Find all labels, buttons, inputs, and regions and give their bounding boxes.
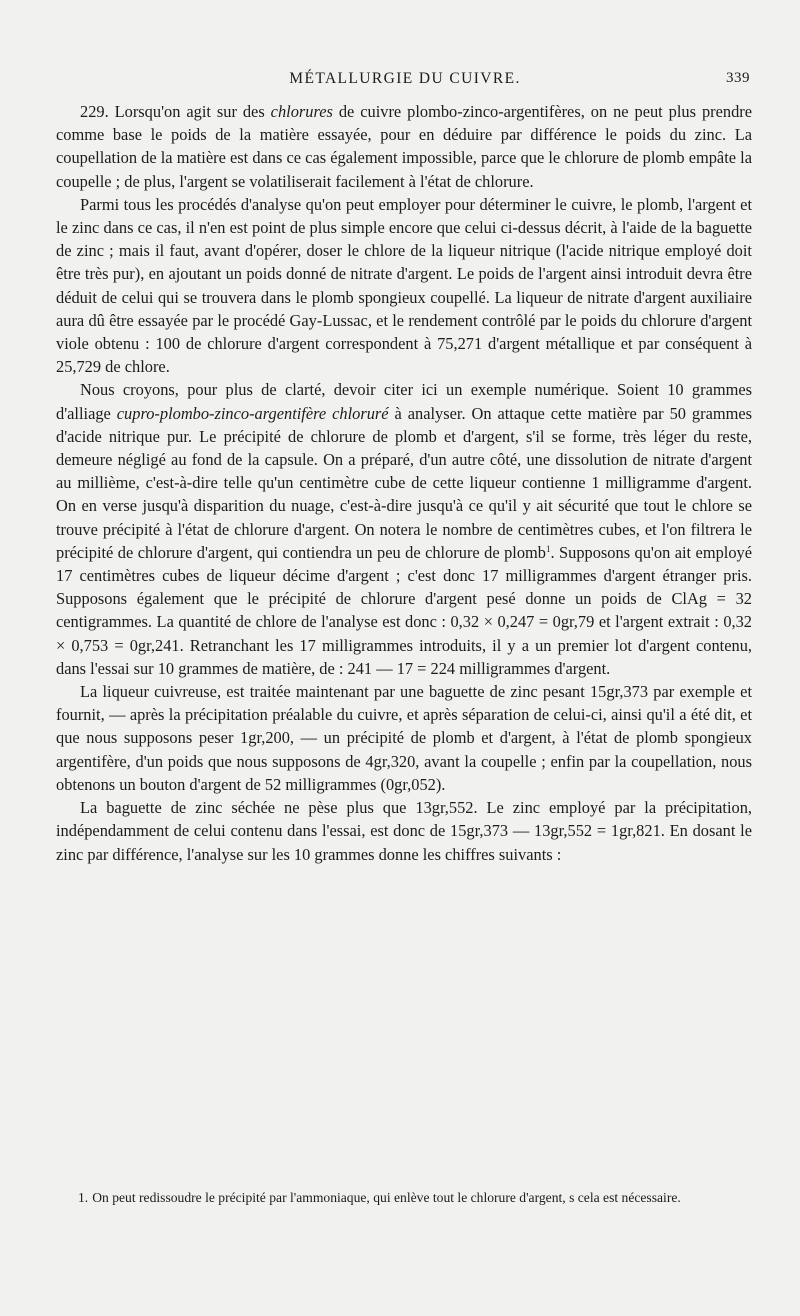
text-run: . Supposons qu'on ait employé 17 centimètres cubes de liqueur décime d'argent ; c'est donc 17 milligrammes d'argent étranger pris. Supposons également que le précipité de chlorure d'argent pesé donne un poids de ClAg = 32 centigrammes. La quantité de chlore de l'analyse est donc : 0,32 × 0,247 = 0gr,79 et l'argent extrait : 0,32 × 0,753 = 0gr,241. Retranchant les 17 milligrammes introduits, il y a un premier lot d'argent contenu, dans l'essai sur 10 grammes de matière, de : 241 — 17 = 224 milligrammes d'argent.	[56, 542, 752, 678]
paragraph	[56, 100, 752, 193]
page-header	[60, 70, 750, 96]
text-run: à analyser. On attaque cette matière par 50 grammes d'acide nitrique pur. Le précipité de chlorure de plomb et d'argent, s'il se forme, très léger du reste, demeure négligé au fond de la capsule. On a préparé, d'un autre côté, une dissolution de nitrate d'argent au millième, c'est-à-dire telle qu'un centimètre cube de cette liqueur contienne 1 milligramme d'argent. On en verse jusqu'à disparition du nuage, c'est-à-dire jusqu'à ce qu'il y ait sécurité que tout le chlore se trouve précipité à l'état de chlorure d'argent. On notera le nombre de centimètres cubes, et l'on filtrera le précipité de chlorure d'argent, qui contiendra un peu de chlorure de plomb	[56, 403, 753, 562]
footnote-mark: 1.	[78, 1190, 89, 1205]
text-run: La baguette de zinc séchée ne pèse plus que 13gr,552. Le zinc employé par la précipitation, indépendamment de celui contenu dans l'essai, est donc de 15gr,373 — 13gr,552 = 1gr,821. En dosant le zinc par différence, l'analyse sur les 10 grammes donne les chiffres suivants :	[56, 798, 752, 864]
italic-text: cupro-plombo-zinco-argentifère chloruré	[116, 403, 389, 423]
paragraph	[56, 796, 752, 866]
text-run: La liqueur cuivreuse, est traitée maintenant par une baguette de zinc pesant 15gr,373 par exemple et fournit, — après la précipitation préalable du cuivre, et après séparation de celui-ci, ainsi qu'il a été dit, et que nous supposons peser 1gr,200, — un précipité de plomb et d'argent, à l'état de plomb spongieux argentifère, d'un poids que nous supposons de 4gr,320, avant la coupelle ; enfin par la coupellation, nous obtenons un bouton d'argent de 52 milligrammes (0gr,052).	[56, 682, 752, 794]
footnote-text: On peut redissoudre le précipité par l'ammoniaque, qui enlève tout le chlorure d'argent, s cela est nécessaire.	[92, 1190, 681, 1205]
text-run: 229. Lorsqu'on agit sur des	[80, 102, 271, 121]
page-number: 339	[726, 70, 750, 86]
paragraph	[56, 680, 752, 796]
text-run: Nous croyons, pour plus de clarté, devoir citer ici un exemple numérique. Soient 10 grammes d'alliage	[56, 380, 752, 423]
paragraph	[56, 193, 752, 379]
italic-text: chlorures	[270, 102, 333, 121]
paragraph	[56, 378, 752, 680]
text-run: de cuivre plombo-zinco-argentifères, on ne peut plus prendre comme base le poids de la matière essayée, pour en déduire par différence le poids du zinc. La coupellation de la matière est dans ce cas également impossible, parce que le chlorure de plomb empâte la coupelle ; de plus, l'argent se volatiliserait facilement à l'état de chlorure.	[56, 102, 752, 191]
footnote	[56, 1188, 752, 1207]
text-run: Parmi tous les procédés d'analyse qu'on peut employer pour déterminer le cuivre, le plomb, l'argent et le zinc dans ce cas, il n'en est point de plus simple encore que celui ci-dessus décrit, à l'aide de la baguette de zinc ; mais il faut, avant d'opérer, doser le chlore de la liqueur nitrique (l'acide nitrique employé doit être très pur), en ajoutant un poids donné de nitrate d'argent. Le poids de l'argent ainsi introduit devra être déduit de celui qui se trouvera dans le plomb spongieux coupellé. La liqueur de nitrate d'argent auxiliaire aura dû être essayée par le procédé Gay-Lussac, et le rendement contrôlé par le poids du chlorure d'argent viole obtenu : 100 de chlorure d'argent correspondent à 75,271 d'argent métallique et par conséquent à 25,729 de chlore.	[56, 194, 752, 377]
body-text	[56, 100, 752, 866]
footnote-reference: 1	[545, 543, 551, 554]
running-title: MÉTALLURGIE DU CUIVRE.	[289, 70, 521, 87]
